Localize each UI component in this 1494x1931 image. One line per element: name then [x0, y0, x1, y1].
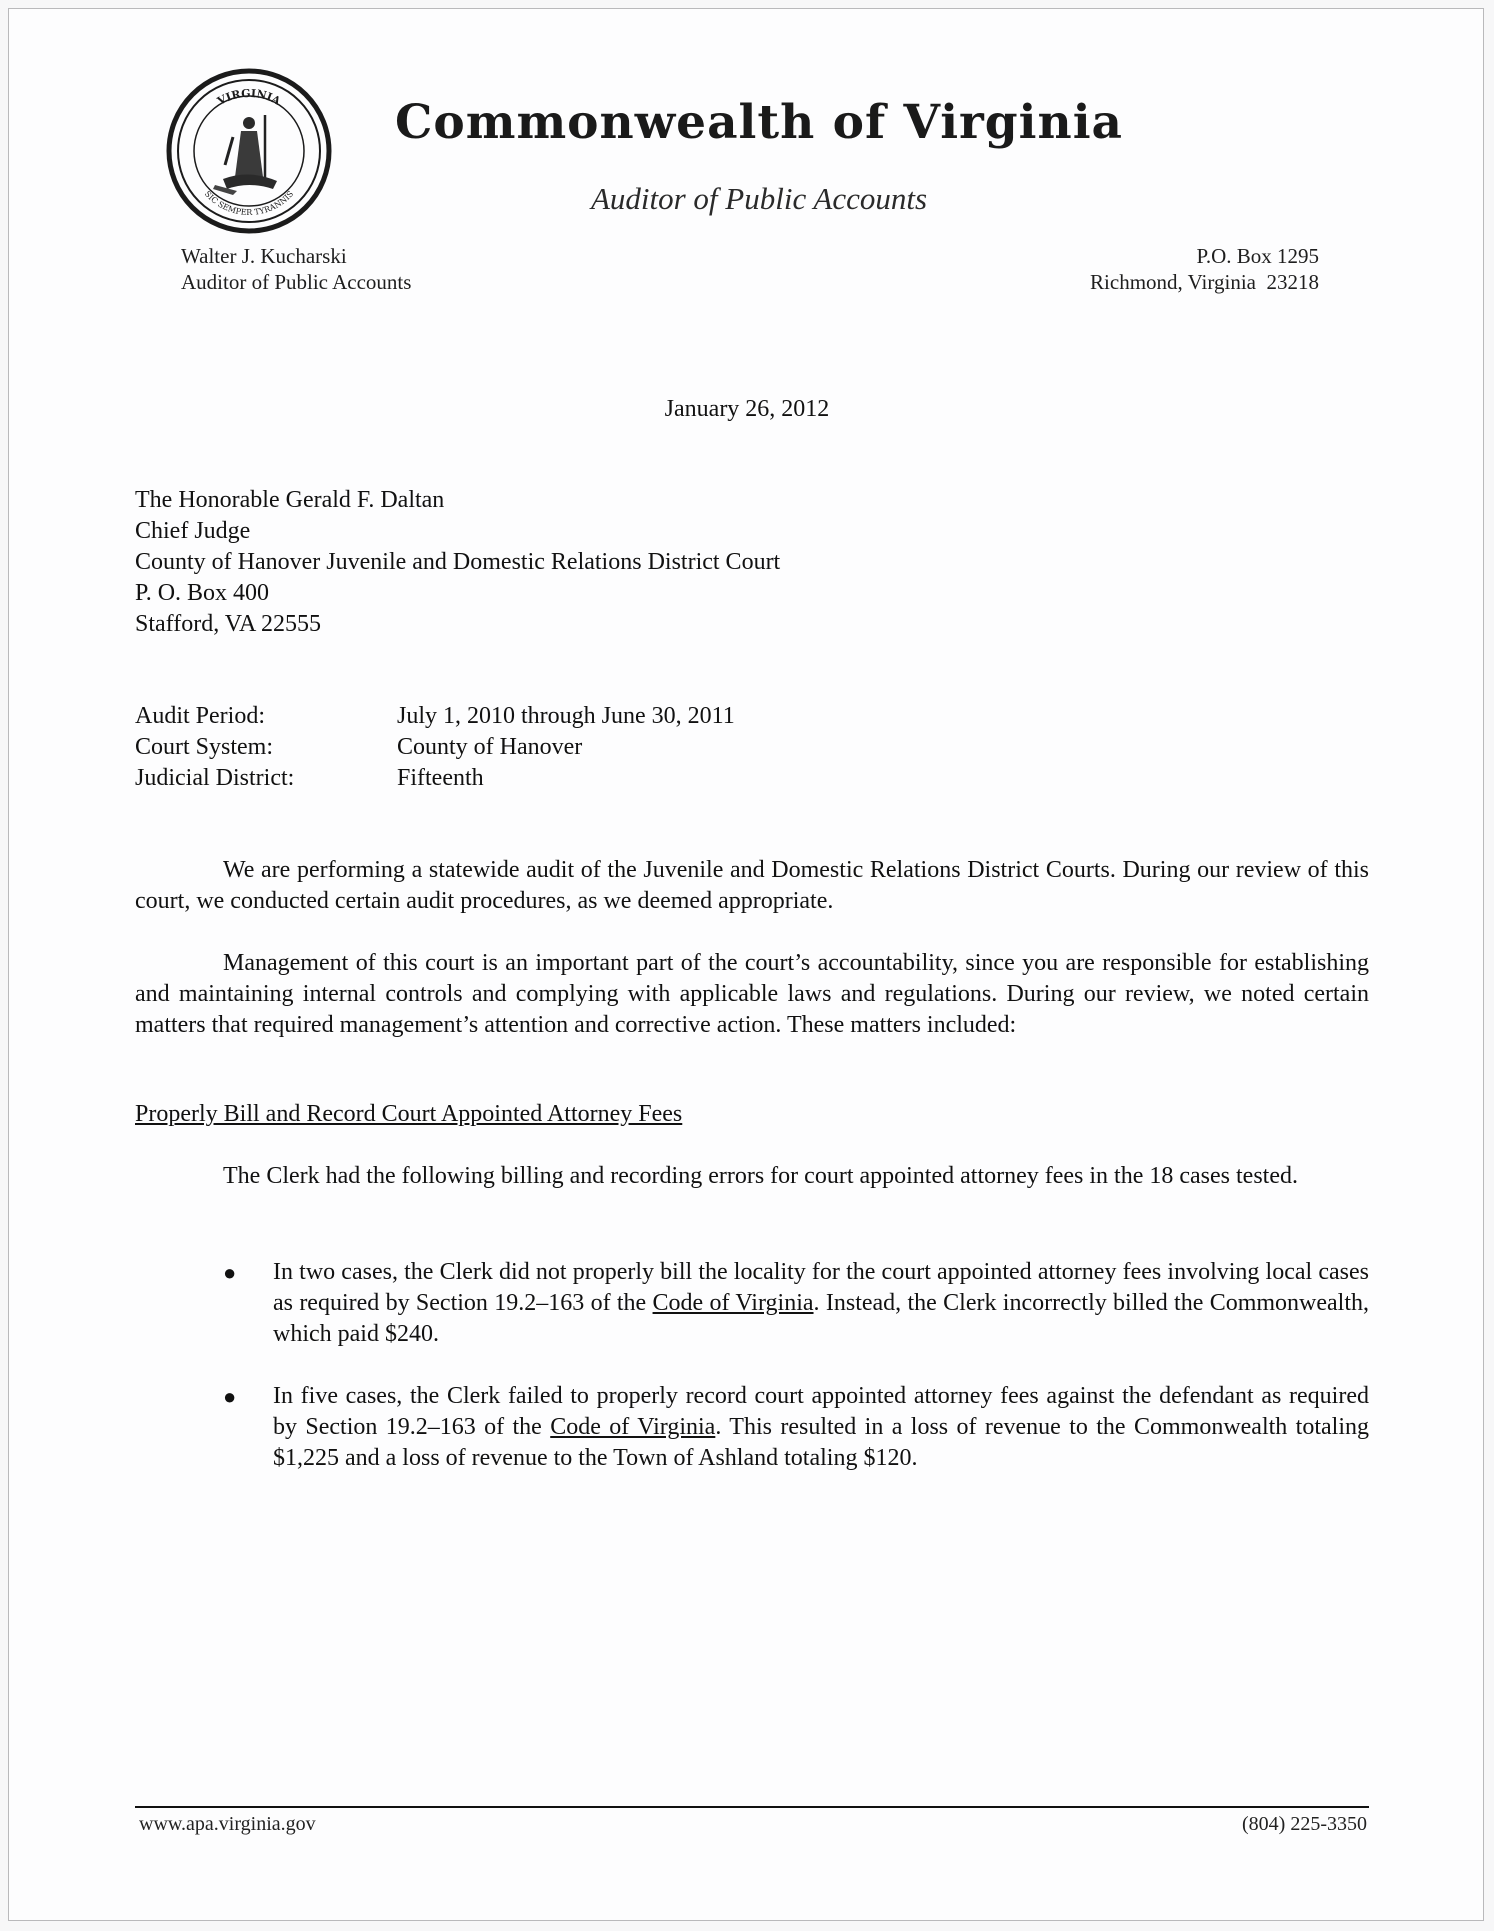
bullet-icon: ● [223, 1384, 237, 1409]
letterhead-title: Commonwealth of Virginia [394, 95, 1124, 150]
footer-phone: (804) 225-3350 [1242, 1813, 1367, 1835]
info-value: Fifteenth [397, 765, 484, 791]
judicial-district-row [135, 763, 735, 794]
auditor-title: Auditor of Public Accounts [181, 270, 412, 294]
recipient-city: Stafford, VA 22555 [135, 611, 322, 637]
letterhead-city: Richmond, Virginia 23218 [1090, 270, 1319, 294]
paragraph-management: Management of this court is an important part of the court’s accountability, since you are responsible for establishing and maintaining internal controls and complying with applicable laws and regulations. During our review, we noted certain matters that required management’s attention and corrective action. These matters included: [135, 950, 1369, 1038]
footer-website: www.apa.virginia.gov [139, 1813, 316, 1835]
audit-period-row [135, 701, 735, 732]
recipient-po-box: P. O. Box 400 [135, 580, 270, 606]
recipient-name: The Honorable Gerald F. Daltan [135, 487, 445, 513]
info-label: Court System: [135, 734, 274, 760]
letterhead-auditor-block [181, 243, 411, 295]
paragraph-intro: We are performing a statewide audit of the Juvenile and Domestic Relations District Courts. During our review of this court, we conducted certain audit procedures, as we deemed appropriate. [135, 857, 1369, 914]
letter-date: January 26, 2012 [664, 396, 830, 422]
info-label: Audit Period: [135, 703, 265, 729]
info-value: July 1, 2010 through June 30, 2011 [397, 703, 735, 729]
letterhead-po-box: P.O. Box 1295 [1196, 244, 1319, 268]
recipient-address [135, 485, 780, 640]
virginia-seal-icon [165, 67, 333, 235]
auditor-name: Walter J. Kucharski [181, 244, 347, 268]
recipient-court: County of Hanover Juvenile and Domestic Relations District Court [135, 549, 781, 575]
court-system-row [135, 732, 735, 763]
info-value: County of Hanover [397, 734, 583, 760]
svg-text:VIRGINIA: VIRGINIA [215, 86, 283, 108]
letterhead-subtitle: Auditor of Public Accounts [590, 181, 928, 216]
bullet-item [223, 1257, 1369, 1350]
section-heading: Properly Bill and Record Court Appointed Attorney Fees [135, 1101, 683, 1127]
paragraph-errors: The Clerk had the following billing and recording errors for court appointed attorney fees in the 18 cases tested. [223, 1163, 1298, 1189]
letter-page [8, 8, 1484, 1921]
info-label: Judicial District: [135, 765, 295, 791]
bullet-text: In five cases, the Clerk failed to properly record court appointed attorney fees against the defendant as required by Section 19.2–163 of the Code of Virginia. This resulted in a loss of revenue to the Commonwealth totaling $1,225 and a loss of revenue to the Town of Ashland totaling $120. [273, 1383, 1369, 1471]
bullet-icon: ● [223, 1260, 237, 1285]
footer-divider [135, 1806, 1369, 1808]
code-of-virginia-reference: Code of Virginia [550, 1414, 716, 1440]
letterhead-address-block [1090, 243, 1319, 295]
bullet-item [223, 1381, 1369, 1474]
recipient-title: Chief Judge [135, 518, 251, 544]
code-of-virginia-reference: Code of Virginia [652, 1290, 814, 1316]
bullet-text: In two cases, the Clerk did not properly bill the locality for the court appointed attorney fees involving local cases as required by Section 19.2–163 of the Code of Virginia. Instead, the Clerk incorrectly billed the Commonwealth, which paid $240. [273, 1259, 1370, 1347]
audit-info [135, 701, 735, 794]
svg-text:SIC SEMPER TYRANNIS: SIC SEMPER TYRANNIS [202, 189, 296, 218]
